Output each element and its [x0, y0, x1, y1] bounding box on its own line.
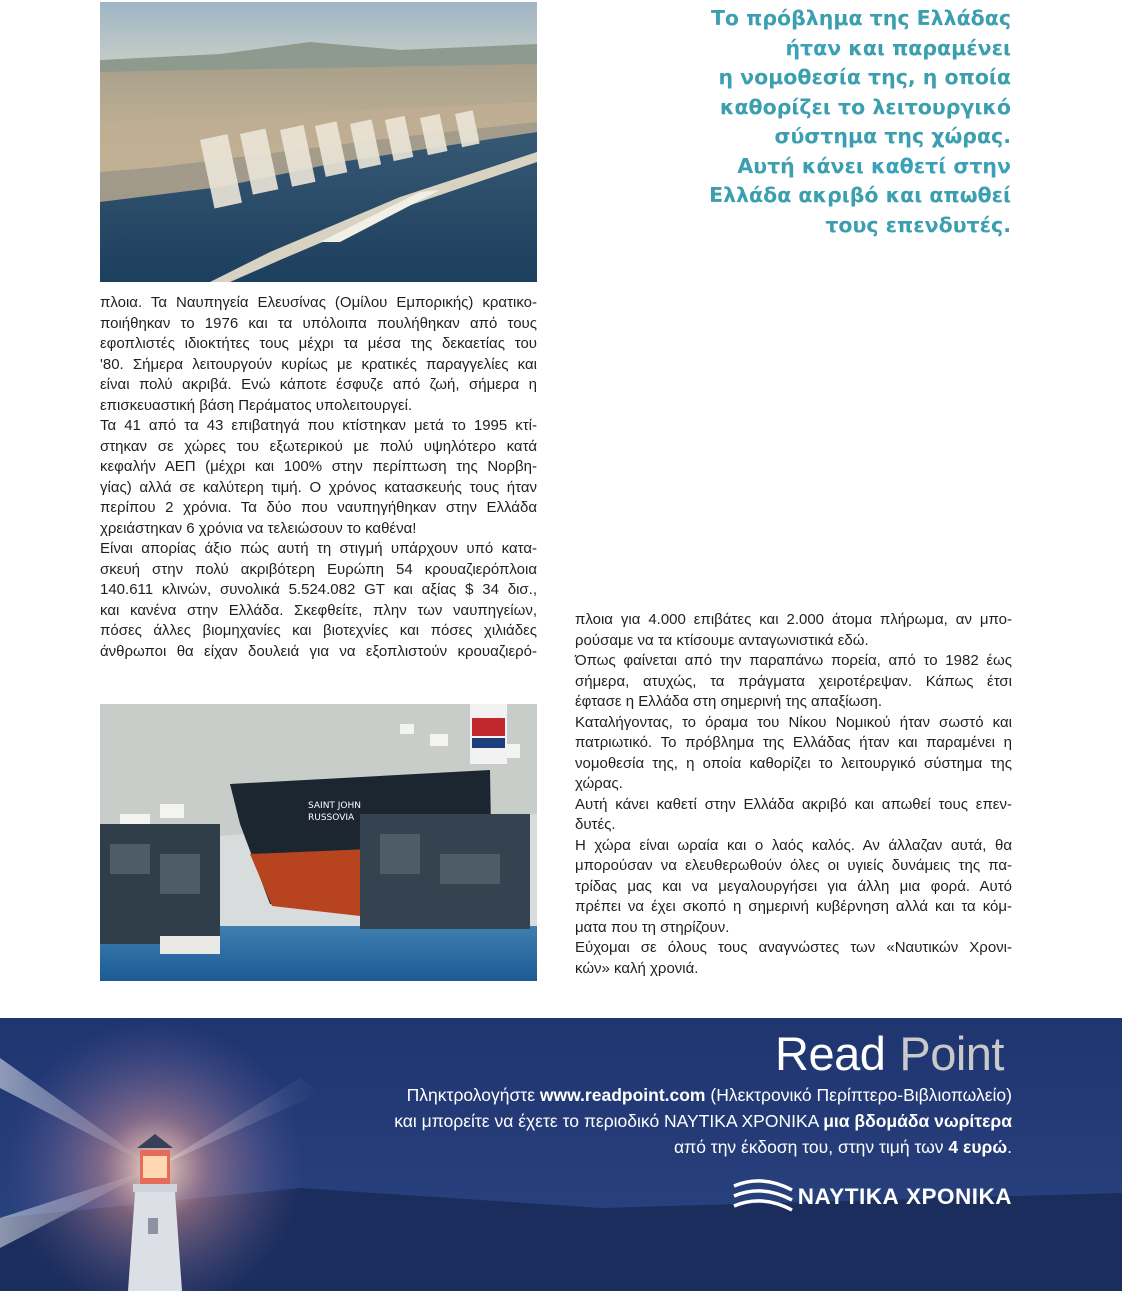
article-line: 140.611 κλινών, συνολικά 5.524.082 GT και αξίας $ 34 δισ., — [100, 581, 537, 598]
article-column-right — [575, 610, 1012, 979]
pull-quote-line: η νομοθεσία της, η οποία — [718, 65, 1011, 89]
pull-quote-line: Αυτή κάνει καθετί στην — [737, 153, 1011, 178]
ad-line-3: από την έκδοση του, στην τιμή των 4 ευρώ. — [674, 1137, 1012, 1157]
article-line: εφοπλιστές ιδιοκτήτες τους μέχρι τα μέσα της δεκαετίας του — [100, 335, 537, 352]
pull-quote-line: ήταν και παραμένει — [785, 35, 1011, 60]
article-line: χρειάστηκαν 6 χρόνια να τελειώσουν το καθένα! — [100, 519, 417, 537]
article-line: τρίδας μας και να μεγαλουργήσει για άλλη μια φορά. Αυτό — [575, 877, 1012, 895]
pull-quote-line: Το πρόβλημα της Ελλάδας — [710, 6, 1011, 30]
pull-quote-line: τους επενδυτές. — [825, 212, 1011, 237]
ad-line-2: και μπορείτε να έχετε το περιοδικό ΝΑΥΤΙΚΑ ΧΡΟΝΙΚΑ μια βδομάδα νωρίτερα — [394, 1111, 1012, 1131]
article-line: επισκευαστική βάση Περάματος υπολειτουργεί. — [100, 396, 413, 414]
ad-text — [212, 1082, 1012, 1160]
article-line: '80. Σήμερα λειτουργούν κυρίως με κρατικές παραγγελίες και — [100, 355, 537, 373]
article-line: και κανένα στην Ελλάδα. Σκεφθείτε, πλην των ναυπηγείων, — [100, 601, 537, 619]
article-line: πατριωτικό. Το πρόβλημα της Ελλάδας ήταν και παραμένει η — [575, 734, 1012, 751]
article-line: περίπου 2 χρόνια. Τα δύο που ναυπηγήθηκαν στην Ελλάδα — [100, 499, 537, 516]
article-line: πλοια για 4.000 επιβάτες και 2.000 άτομα πλήρωμα, αν μπο- — [575, 611, 1012, 628]
article-line: πρέπει να έχει σκοπό η σημερινή κυβέρνηση αλλά και τα κόμ- — [575, 898, 1012, 915]
article-line: κών» καλή χρονιά. — [575, 959, 699, 977]
article-line: χώρας. — [575, 775, 623, 792]
article-line: γίας) αλλά σε καλύτερη τιμή. Ο χρόνος κατασκευής τους ήταν — [100, 478, 537, 496]
article-line: Η χώρα είναι ωραία και ο λαός καλός. Αν άλλαζαν αυτά, θα — [575, 836, 1012, 854]
article-line: έφτασε η Ελλάδα στη σημερινή της απαξίωση. — [575, 693, 883, 710]
article-line: πλοια. Τα Ναυπηγεία Ελευσίνας (Ομίλου Εμπορικής) κρατικο- — [100, 294, 537, 311]
pull-quote-line: καθορίζει το λειτουργικό — [719, 94, 1011, 119]
ship-hull-text-2: RUSSOVIA — [308, 813, 355, 823]
article-line: σήμερα, ατυχώς, τα πράγματα χειροτέρεψαν. Κάπως έτσι — [575, 672, 1012, 690]
shipyard-photo — [100, 704, 537, 981]
article-line: ποιήθηκαν το 1976 και τα υπόλοιπα πουλήθηκαν από τους — [100, 314, 537, 332]
ship-hull-text-1: SAINT JOHN — [308, 801, 362, 811]
article-line: Είναι απορίας άξιο πώς αυτή τη στιγμή υπάρχουν υπό κατα- — [100, 540, 537, 557]
readpoint-ad-banner[interactable] — [0, 1018, 1122, 1291]
article-line: Εύχομαι σε όλους τους αναγνώστες των «Ναυτικών Χρονι- — [575, 939, 1012, 956]
article-line: νομοθεσία της, η οποία καθορίζει το λειτουργικό σύστημα της — [575, 754, 1012, 772]
pull-quote-line: Ελλάδα ακριβό και απωθεί — [709, 183, 1011, 207]
article-line: Καταλήγοντας, το όραμα του Νίκου Νομικού ήταν σωστό και — [575, 713, 1012, 731]
article-line: δυτές. — [575, 816, 616, 833]
article-line: κεφαλήν ΑΕΠ (μέχρι και 100% στην περίπτωση της Νορβη- — [100, 458, 537, 475]
naftika-chronika-logo[interactable]: ΝΑΥΤΙΚΑ ΧΡΟΝΙΚΑ — [732, 1176, 1012, 1218]
article-line: μπορούσαν να ελευθερωθούν όλες οι υγιείς δυνάμεις της πα- — [575, 857, 1012, 874]
article-line: άνθρωποι θα είχαν δουλειά για να εξοπλιστούν κρουαζιερό- — [100, 642, 537, 660]
ad-line-1: Πληκτρολογήστε www.readpoint.com (Ηλεκτρονικό Περίπτερο-Βιβλιοπωλείο) — [406, 1085, 1012, 1105]
article-line: στηκαν σε χώρες του εξωτερικού με πολύ υψηλότερο κατά — [100, 437, 537, 455]
article-line: Τα 41 από τα 43 επιβατηγά που κτίστηκαν μετά το 1995 κτί- — [100, 417, 537, 434]
article-line: πόσες άλλες βιομηχανίες και βιοτεχνίες και πόσες χιλιάδες — [100, 622, 537, 639]
pull-quote-line: σύστημα της χώρας. — [774, 124, 1011, 148]
pull-quote — [580, 4, 1011, 240]
marina-photo — [100, 2, 537, 282]
article-line: είναι πολύ ακριβά. Ενώ κάποτε έσφυζε από ζωή, σήμερα η — [100, 376, 537, 393]
article-line: ματα που τη στηρίζουν. — [575, 918, 730, 936]
readpoint-url-link[interactable]: www.readpoint.com — [539, 1085, 706, 1105]
article-line: Αυτή κάνει καθετί στην Ελλάδα ακριβό και απωθεί τους επεν- — [575, 795, 1012, 813]
article-line: ρούσαμε να τα κτίσουμε ανταγωνιστικά εδώ. — [575, 631, 869, 649]
waves-icon — [732, 1176, 794, 1218]
article-line: Όπως φαίνεται από την παραπάνω πορεία, από το 1982 έως — [575, 652, 1012, 669]
article-column-left — [100, 293, 537, 662]
article-line: σκευή στην πολύ ακριβότερη Ευρώπη 54 κρουαζιερόπλοια — [100, 560, 537, 578]
readpoint-logo[interactable]: Read Point — [775, 1027, 1004, 1080]
